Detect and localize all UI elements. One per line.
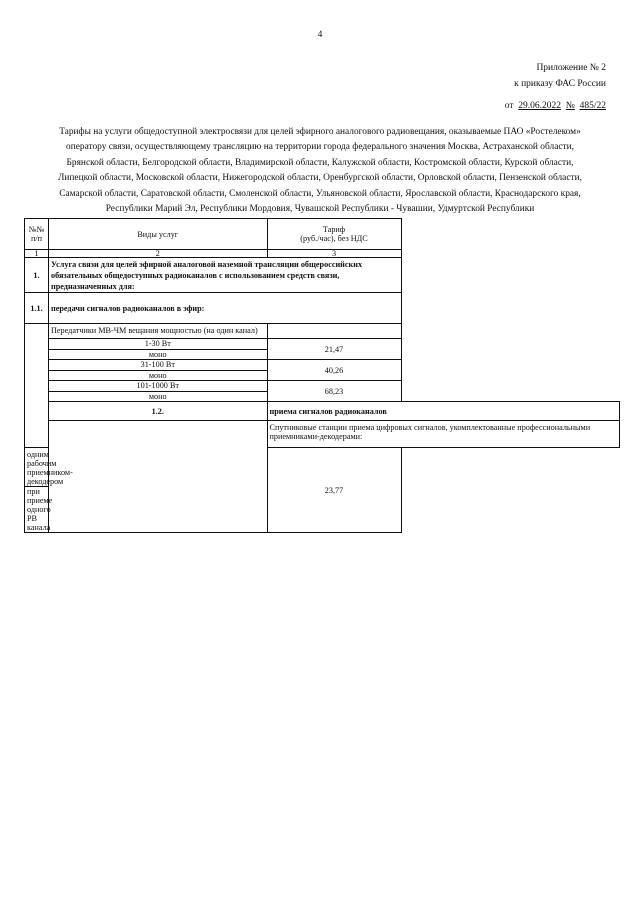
title-line: Липецкой области, Московской области, Нижегородской области, Оренбургской области, Орловской области, Пензенской области, xyxy=(58,173,582,184)
receiver-tariff: 23,77 xyxy=(267,448,401,533)
section-1-2-number: 1.2. xyxy=(49,402,268,421)
section-1-1-row xyxy=(25,293,620,324)
power-row xyxy=(25,360,620,381)
satellite-row xyxy=(25,421,620,448)
header-num-line2: п/п xyxy=(30,234,43,243)
power-row xyxy=(25,339,620,360)
column-number: 3 xyxy=(267,250,401,258)
section-1-row xyxy=(25,258,620,293)
empty-num-cell xyxy=(49,421,268,533)
mode-value: моно xyxy=(148,349,167,359)
order-number: 485/22 xyxy=(579,101,606,111)
column-number: 2 xyxy=(49,250,268,258)
power-subcell xyxy=(49,360,268,381)
title-line: Республики Марий Эл, Республики Мордовия, Чувашской Республики - Чувашии, Удмуртской Республики xyxy=(105,204,535,215)
section-1-2-row xyxy=(25,402,620,421)
satellite-label: Спутниковые станции приема цифровых сигналов, укомплектованные профессиональными приемниками-декодерами: xyxy=(267,421,620,448)
page-number: 4 xyxy=(317,30,323,40)
power-value: 31-100 Вт xyxy=(49,360,267,370)
title-line: Самарской области, Саратовской области, Смоленской области, Ульяновской области, Ярославской области, Краснодарского края, xyxy=(59,188,581,199)
order-date: 29.06.2022 xyxy=(518,101,562,111)
tariff-value: 21,47 xyxy=(267,339,401,360)
empty-tariff-cell xyxy=(267,324,401,339)
appendix-line1: Приложение № 2 xyxy=(536,63,606,73)
power-subcell xyxy=(49,381,268,402)
appendix-header xyxy=(514,60,606,92)
power-value: 1-30 Вт xyxy=(49,339,267,349)
header-num-cell xyxy=(25,219,49,250)
order-number-sign: № xyxy=(565,101,575,111)
appendix-line2: к приказу ФАС России xyxy=(514,79,606,89)
power-value: 101-1000 Вт xyxy=(49,381,267,391)
table-header-row xyxy=(25,219,620,250)
power-subcell xyxy=(49,339,268,360)
mode-value: моно xyxy=(148,370,167,380)
section-1-text: Услуга связи для целей эфирной аналоговой наземной трансляции общероссийских обязательных общедоступных радиоканалов с использованием средств связи, предназначенных для: xyxy=(49,258,402,293)
tariff-value: 68,23 xyxy=(267,381,401,402)
section-1-1-text: передачи сигналов радиоканалов в эфир: xyxy=(49,293,402,324)
title-line: Тарифы на услуги общедоступной электросвязи для целей эфирного аналогового радиовещания, оказываемые ПАО «Ростелеком» xyxy=(59,127,581,137)
title-line: оператору связи, осуществляющему трансляцию на территории города федерального значения Москва, Астраханской области, xyxy=(66,142,574,153)
tariff-value: 40,26 xyxy=(267,360,401,381)
order-prefix: от xyxy=(504,101,514,111)
receiver-label: одним рабочим приемником-декодером xyxy=(25,448,49,487)
document-title xyxy=(20,125,620,217)
title-line: Брянской области, Белгородской области, Владимирской области, Калужской области, Костромской области, Курской области, xyxy=(66,157,574,168)
header-num-line1: №№ xyxy=(28,225,45,234)
header-tariff-line1: Тариф xyxy=(322,225,346,234)
transmitters-row xyxy=(25,324,620,339)
power-row xyxy=(25,381,620,402)
header-tariff-cell xyxy=(267,219,401,250)
section-1-2-text: приема сигналов радиоканалов xyxy=(267,402,620,421)
mode-value: моно xyxy=(148,391,167,401)
column-number-row xyxy=(25,250,620,258)
column-number: 1 xyxy=(25,250,49,258)
header-tariff-line2: (руб./час), без НДС xyxy=(300,234,368,243)
transmitters-label: Передатчики МВ-ЧМ вещания мощностью (на один канал) xyxy=(49,324,268,339)
empty-num-cell xyxy=(25,324,49,448)
channel-label: при приеме одного РВ канала xyxy=(25,487,49,533)
tariff-table xyxy=(24,218,620,533)
header-services-cell: Виды услуг xyxy=(49,219,268,250)
order-reference xyxy=(505,101,606,111)
section-1-number: 1. xyxy=(25,258,49,293)
section-1-1-number: 1.1. xyxy=(25,293,49,324)
